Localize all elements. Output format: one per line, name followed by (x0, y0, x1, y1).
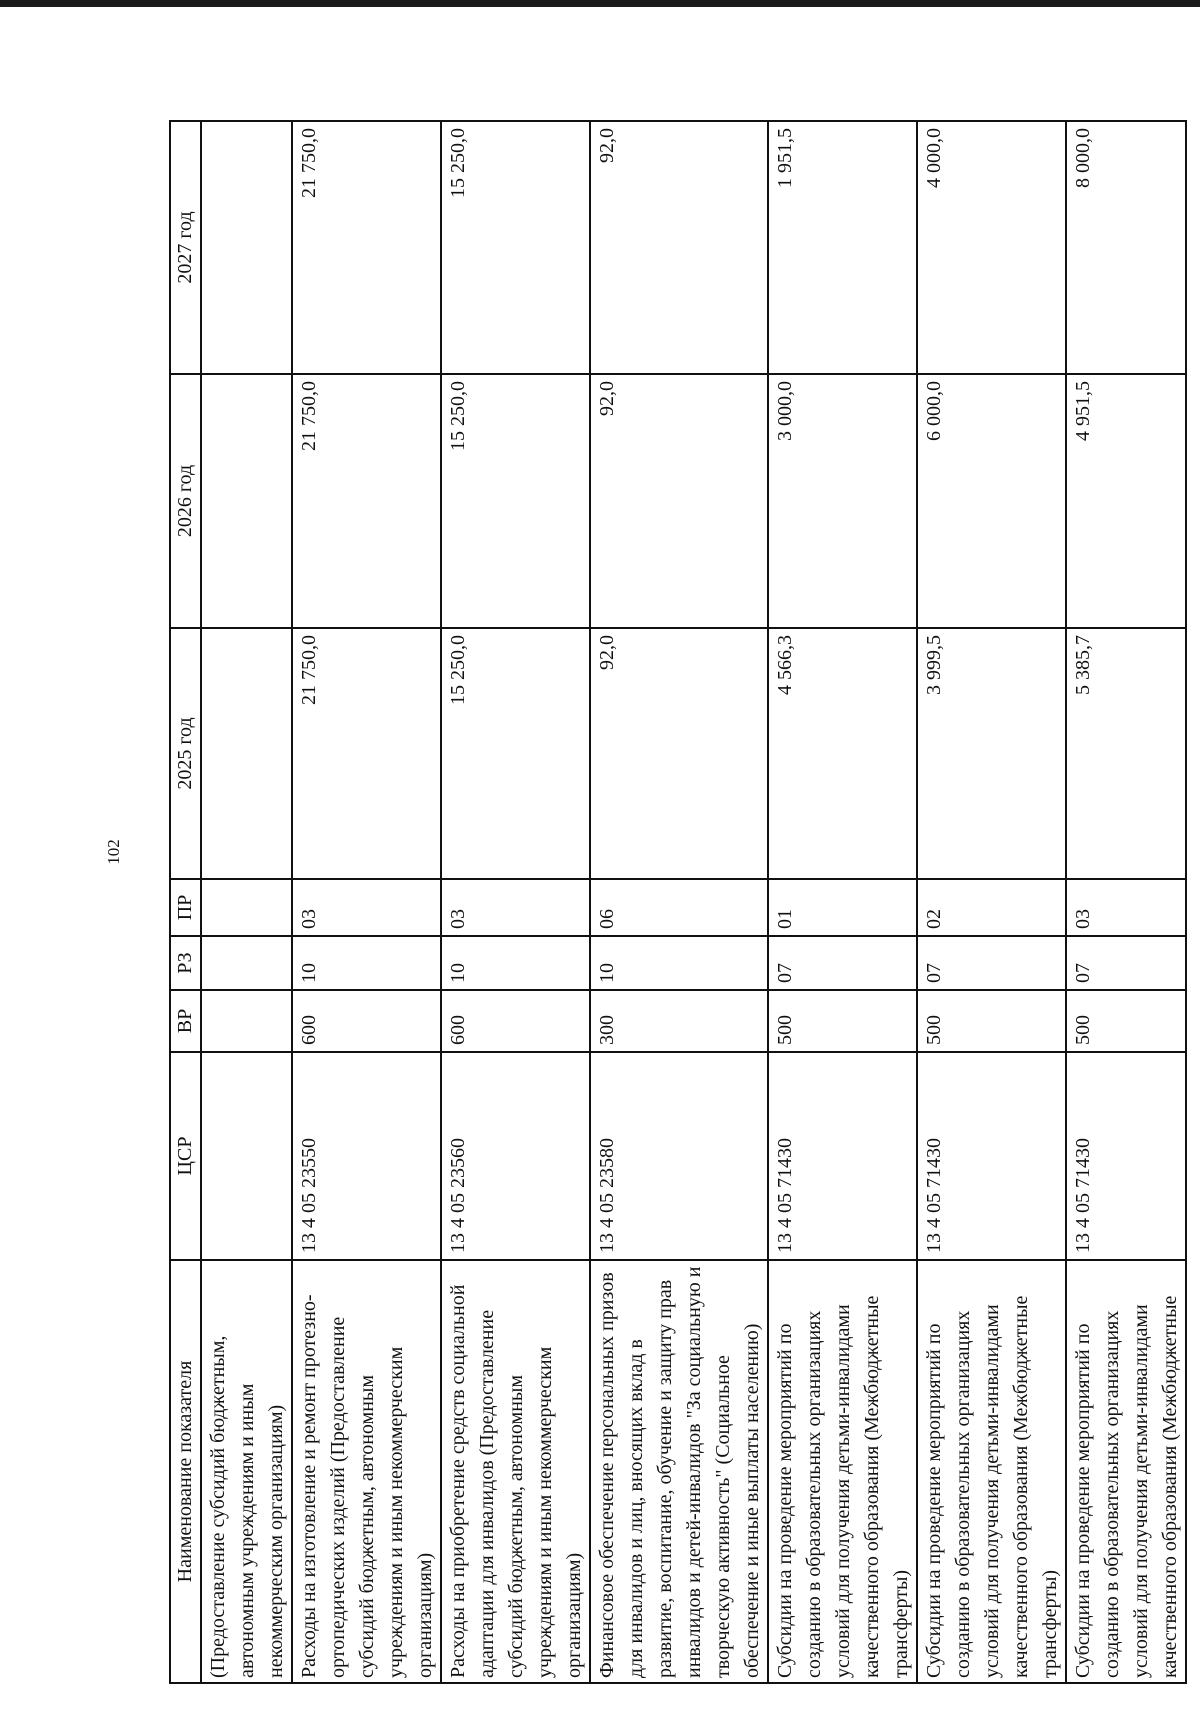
cell-2027: 1 951,5 (768, 121, 917, 374)
cell-name: Финансовое обеспечение персональных призов для инвалидов и лиц, вносящих вклад в развитие, воспитание, обучение и защиту прав инвалидов и детей-инвалидов "За социальную и творческую активность" (Социальное обеспечение и иные выплаты населению) (590, 1260, 768, 1683)
page-number: 102 (104, 839, 123, 865)
cell-vr: 600 (292, 990, 441, 1052)
cell-rz: 10 (590, 936, 768, 990)
budget-table-rotated (169, 122, 1181, 1684)
cell-name: Расходы на приобретение средств социальной адаптации для инвалидов (Предоставление субсидий бюджетным, автономным учреждениям и иным некоммерческим организациям) (441, 1260, 590, 1683)
cell-pr: 02 (917, 879, 1066, 936)
header-2027: 2027 год (170, 121, 201, 374)
cell-name: Расходы на изготовление и ремонт протезно-ортопедических изделий (Предоставление субсидий бюджетным, автономным учреждениям и иным некоммерческим организациям) (292, 1260, 441, 1683)
cell-pr: 03 (1066, 879, 1186, 936)
cell-2025: 5 385,7 (1066, 628, 1186, 879)
cell-vr: 500 (768, 990, 917, 1052)
cell-2025: 15 250,0 (441, 628, 590, 879)
cell-2027: 4 000,0 (917, 121, 1066, 374)
cell-rz: 07 (917, 936, 1066, 990)
cell-2027 (201, 121, 292, 374)
cell-rz: 07 (1066, 936, 1186, 990)
cell-2027: 92,0 (590, 121, 768, 374)
header-2026: 2026 год (170, 374, 201, 628)
cell-2025: 21 750,0 (292, 628, 441, 879)
header-pr: ПР (170, 879, 201, 936)
table-header-row (170, 121, 201, 1683)
cell-name: Субсидии на проведение мероприятий по созданию в образовательных организациях условий для получения детьми-инвалидами качественного образования (Межбюджетные (1066, 1260, 1186, 1683)
cell-csr: 13 4 05 23560 (441, 1052, 590, 1260)
cell-2025: 3 999,5 (917, 628, 1066, 879)
cell-2026: 15 250,0 (441, 374, 590, 628)
cell-csr: 13 4 05 23550 (292, 1052, 441, 1260)
cell-vr: 500 (1066, 990, 1186, 1052)
cell-name: Субсидии на проведение мероприятий по созданию в образовательных организациях условий для получения детьми-инвалидами качественного образования (Межбюджетные трансферты) (917, 1260, 1066, 1683)
cell-2025: 4 566,3 (768, 628, 917, 879)
cell-csr: 13 4 05 71430 (768, 1052, 917, 1260)
table-row (292, 121, 441, 1683)
cell-csr: 13 4 05 23580 (590, 1052, 768, 1260)
cell-pr (201, 879, 292, 936)
cell-2026: 92,0 (590, 374, 768, 628)
cell-csr: 13 4 05 71430 (1066, 1052, 1186, 1260)
cell-pr: 06 (590, 879, 768, 936)
cell-2025: 92,0 (590, 628, 768, 879)
table-row (441, 121, 590, 1683)
cell-pr: 03 (292, 879, 441, 936)
cell-vr: 600 (441, 990, 590, 1052)
cell-vr (201, 990, 292, 1052)
cell-name: Субсидии на проведение мероприятий по созданию в образовательных организациях условий для получения детьми-инвалидами качественного образования (Межбюджетные трансферты) (768, 1260, 917, 1683)
cell-csr (201, 1052, 292, 1260)
header-name: Наименование показателя (170, 1260, 201, 1683)
table-row (1066, 121, 1186, 1683)
cell-rz: 07 (768, 936, 917, 990)
cell-vr: 500 (917, 990, 1066, 1052)
header-2025: 2025 год (170, 628, 201, 879)
cell-rz (201, 936, 292, 990)
cell-2026: 21 750,0 (292, 374, 441, 628)
cell-2025 (201, 628, 292, 879)
cell-2026: 6 000,0 (917, 374, 1066, 628)
header-rz: РЗ (170, 936, 201, 990)
table-row (590, 121, 768, 1683)
cell-2026 (201, 374, 292, 628)
cell-rz: 10 (441, 936, 590, 990)
top-border-rule (0, 0, 1200, 7)
cell-pr: 01 (768, 879, 917, 936)
cell-2027: 21 750,0 (292, 121, 441, 374)
cell-vr: 300 (590, 990, 768, 1052)
budget-table (169, 120, 1187, 1684)
cell-pr: 03 (441, 879, 590, 936)
cell-2026: 3 000,0 (768, 374, 917, 628)
table-row (768, 121, 917, 1683)
header-vr: ВР (170, 990, 201, 1052)
cell-2026: 4 951,5 (1066, 374, 1186, 628)
cell-rz: 10 (292, 936, 441, 990)
cell-2027: 15 250,0 (441, 121, 590, 374)
cell-2027: 8 000,0 (1066, 121, 1186, 374)
table-row (917, 121, 1066, 1683)
header-csr: ЦСР (170, 1052, 201, 1260)
cell-csr: 13 4 05 71430 (917, 1052, 1066, 1260)
cell-name: (Предоставление субсидий бюджетным, автономным учреждениям и иным некоммерческим организациям) (201, 1260, 292, 1683)
table-row (201, 121, 292, 1683)
